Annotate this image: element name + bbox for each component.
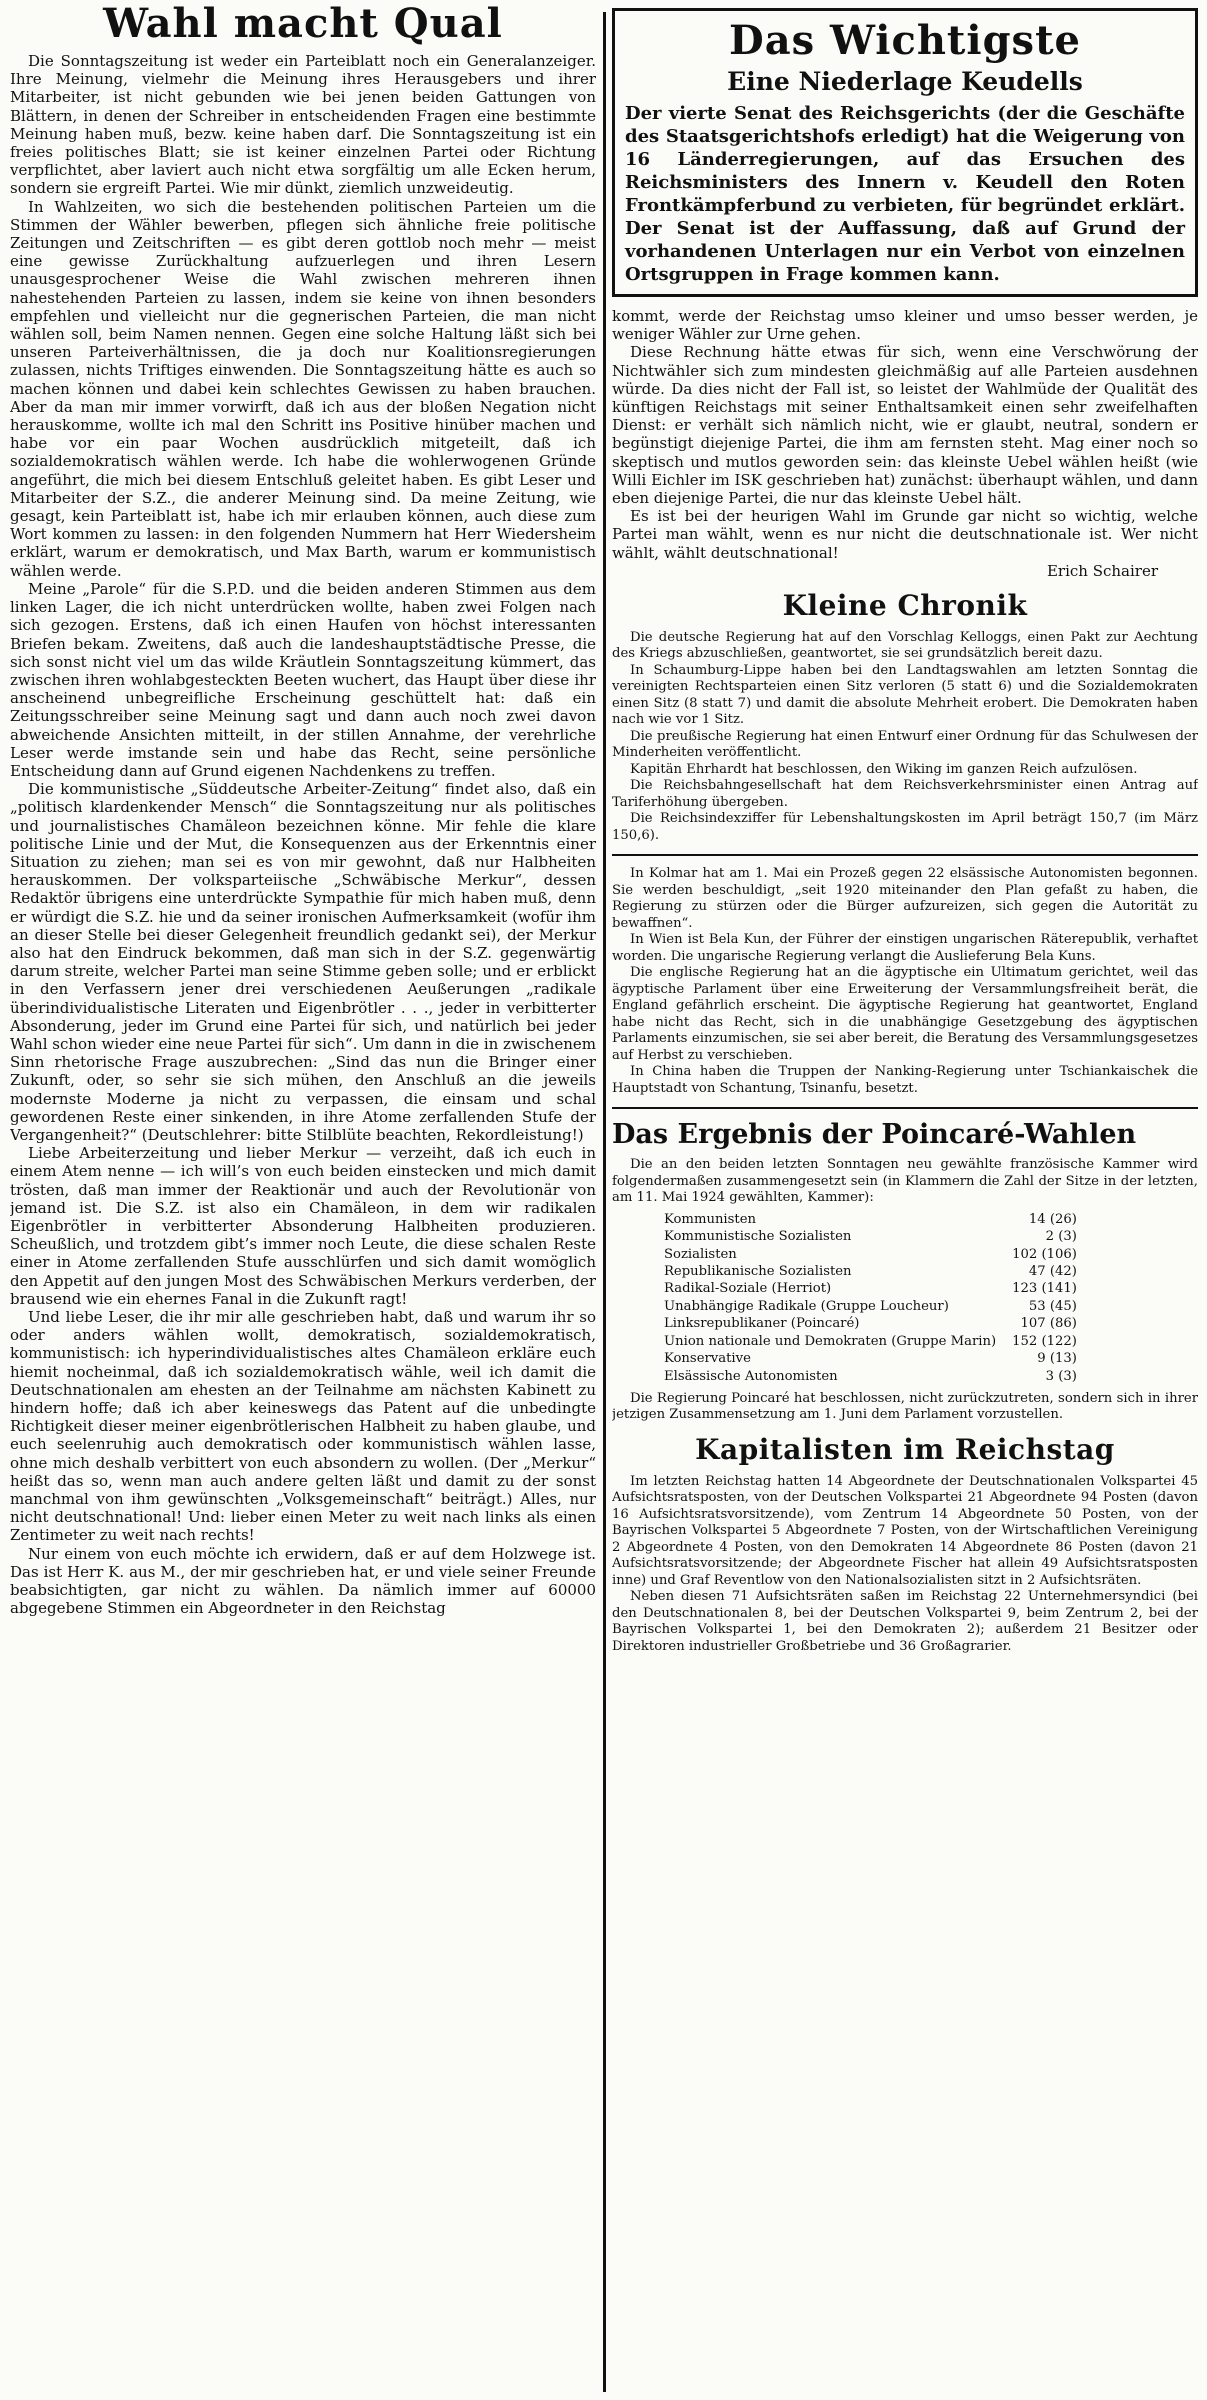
continuation-paragraph: kommt, werde der Reichstag umso kleiner und umso besser werden, je weniger Wähler zur Urne gehen. — [612, 307, 1198, 344]
party-seats: 47 (42) — [1028, 1264, 1077, 1280]
party-name: Radikal-Soziale (Herriot) — [664, 1281, 832, 1297]
author-signature: Erich Schairer — [1046, 561, 1158, 580]
article-paragraph: Die kommunistische „Süddeutsche Arbeiter-Zeitung“ findet also, daß ein „politisch klardenkender Mensch“ die Sonntagszeitung nur als politisches und journalistisches Chamäleon bezeichnen könne. Mir fehle die klare politische Linie und der Mut, die Konsequenzen aus der Erkenntnis einer Situation zu ziehen; man sei es von mir gewohnt, daß nur Halbheiten herauskommen. Der volksparteiische „Schwäbische Merkur“, dessen Redaktör übrigens eine unterdrückte Sympathie für mich haben muß, denn er würdigt die S.Z. hie und da seiner ironischen Aufmerksamkeit (wofür ihm an dieser Stelle bei dieser Gelegenheit freundlich gedankt sei), der Merkur also hat den Eindruck bekommen, daß man sich in der S.Z. gegenwärtig darum streite, welcher Partei man seine Stimme geben solle; und er erblickt in den Verfassern jener drei verschiedenen Aeußerungen „radikale überindividualistische Literaten und Eigenbrötler . . ., jeder in verbitterter Absonderung, jeder im Grund eine Partei für sich, und natürlich bei jeder Wahl schon wieder eine neue Partei für sich“. Um dann in die in zwischenem Sinn rhetorische Frage auszubrechen: „Sind das nun die Bringer einer Zukunft, oder, so sehr sie sich mühen, den Anschluß an die jeweils modernste Moderne ja nicht zu verpassen, die einsam und schal gewordenen Reste einer sinkenden, in ihre Atome zerfallenden Stufe der Vergangenheit?“ (Deutschlehrer: bitte Stilblüte beachten, Rekordleistung!) — [10, 780, 596, 1144]
party-name: Sozialisten — [664, 1246, 737, 1262]
article-paragraph: Meine „Parole“ für die S.P.D. und die beiden anderen Stimmen aus dem linken Lager, die ich nicht unterdrücken wollte, haben zwei Folgen nach sich gezogen. Erstens, daß ich einen Haufen von höchst interessanten Briefen bekam. Zweitens, daß auch die landeshauptstädtische Presse, die sich sonst nicht viel um das wilde Kräutlein Sonntagszeitung kümmert, das zwischen ihren wohlabgesteckten Beeten wuchert, das Haupt über diese ihr anscheinend unbegreifliche Erscheinung geschüttelt hat: daß ein Zeitungsschreiber seine Meinung sagt und dann auch noch zwei davon abweichende Ansichten mitteilt, in der stillen Annahme, der verehrliche Leser werde imstande sein und habe das Recht, seine persönliche Entscheidung dann auf Grund eigenen Nachdenkens zu treffen. — [10, 579, 596, 780]
kapitalisten-title: Kapitalisten im Reichstag — [695, 1432, 1115, 1466]
poincare-outro: Die Regierung Poincaré hat beschlossen, nicht zurückzutreten, sondern sich in ihrer jetzigen Zusammensetzung am 1. Juni dem Parlament vorzustellen. — [612, 1390, 1198, 1423]
poincare-title: Das Ergebnis der Poincaré-Wahlen — [612, 1119, 1137, 1151]
section-rule — [612, 1107, 1198, 1109]
chronik-item: Die deutsche Regierung hat auf den Vorschlag Kelloggs, einen Pakt zur Aechtung des Kriegs abzuschließen, geantwortet, sie sei grundsätzlich bereit dazu. — [612, 629, 1198, 662]
kapitalisten-paragraph: Neben diesen 71 Aufsichtsräten saßen im Reichstag 22 Unternehmersyndici (bei den Deutschnationalen 8, bei der Deutschen Volkspartei 9, beim Zentrum 2, bei der Bayrischen Volkspartei 1, bei den Demokraten 2); außerdem 21 Besitzer oder Direktoren industrieller Großbetriebe und 36 Großagrarier. — [612, 1589, 1198, 1654]
article-paragraph: Nur einem von euch möchte ich erwidern, daß er auf dem Holzwege ist. Das ist Herr K. aus M., der mir geschrieben hat, er und viele seiner Freunde beabsichtigten, gar nicht zu wählen. Da nämlich immer auf 60000 abgegebene Stimmen ein Abgeordneter in den Reichstag — [10, 1544, 596, 1618]
party-seats: 9 (13) — [1037, 1351, 1077, 1367]
party-name: Kommunistische Sozialisten — [664, 1229, 852, 1245]
table-row — [656, 1350, 1085, 1367]
table-row — [656, 1280, 1085, 1297]
chronik-item: In Kolmar hat am 1. Mai ein Prozeß gegen 22 elsässische Autonomisten begonnen. Sie werden beschuldigt, „seit 1920 miteinander den Plan gefaßt zu haben, die Regierung zu stürzen oder die Bürger aufzureizen, sich gegen die Autorität zu bewaffnen“. — [612, 866, 1198, 931]
left-column — [10, 0, 596, 2400]
party-seats: 3 (3) — [1045, 1368, 1077, 1384]
chronik-list-2 — [612, 866, 1198, 1097]
article-paragraph: In Wahlzeiten, wo sich die bestehenden politischen Parteien um die Stimmen der Wähler bewerben, pflegen sich ähnliche freie politische Zeitungen und Zeitschriften — es gibt deren gottlob noch mehr — meist eine gewisse Zurückhaltung aufzuerlegen und ihren Lesern unausgesprochener Weise die Wahl zwischen mehreren ihnen nahestehenden Parteien zu lassen, indem sie keine von ihnen besonders empfehlen und vielleicht nur die gegnerischen Parteien, die man nicht wählen soll, beim Namen nennen. Gegen eine solche Haltung läßt sich bei unseren Parteiverhältnissen, die ja doch nur Koalitionsregierungen zulassen, nichts Triftiges einwenden. Die Sonntagszeitung hätte es auch so machen können und dabei kein schlechtes Gewissen zu haben brauchen. Aber da man mir immer vorwirft, daß ich aus der bloßen Negation nicht herauskomme, wollte ich mal den Schritt ins Positive hinüber machen und habe vor ein paar Wochen ausdrücklich mitgeteilt, daß ich sozialdemokratisch wählen werde. Ich habe die wohlerwogenen Gründe angeführt, die mich bei diesem Entschluß geleitet haben. Es gibt Leser und Mitarbeiter der S.Z., die anderer Meinung sind. Da meine Zeitung, wie gesagt, kein Parteiblatt ist, habe ich mir erlauben können, auch diese zum Wort kommen zu lassen: in den folgenden Nummern hat Herr Wiedersheim erklärt, warum er demokratisch, und Max Barth, warum er kommunistisch wählen werde. — [10, 197, 596, 580]
party-name: Unabhängige Radikale (Gruppe Loucheur) — [664, 1298, 949, 1314]
chronik-item: In Wien ist Bela Kun, der Führer der einstigen ungarischen Räterepublik, verhaftet worden. Die ungarische Regierung verlangt die Auslieferung Bela Kuns. — [612, 932, 1198, 964]
right-column — [612, 0, 1198, 2400]
party-seats: 102 (106) — [1012, 1246, 1077, 1262]
party-seats: 2 (3) — [1045, 1229, 1077, 1245]
chronik-item: Die preußische Regierung hat einen Entwurf einer Ordnung für das Schulwesen der Minderheiten veröffentlicht. — [612, 728, 1198, 761]
box-text: Der vierte Senat des Reichsgerichts (der die Geschäfte des Staatsgerichtshofs erledigt) hat die Weigerung von 16 Länderregierungen, auf das Ersuchen des Reichsministers des Innern v. Keudell den Roten Frontkämpferbund zu verbieten, für begründet erklärt. Der Senat ist der Auffassung, daß auf Grund der vorhandenen Unterlagen nur ein Verbot von einzelnen Ortsgruppen in Frage kommen kann. — [625, 103, 1185, 285]
table-row — [656, 1211, 1085, 1228]
kapitalisten-paragraph: Im letzten Reichstag hatten 14 Abgeordnete der Deutschnationalen Volkspartei 45 Aufsichtsratsposten, von der Deutschen Volkspartei 21 Abgeordnete 94 Posten (davon 16 Aufsichtsratsvorsitzende), vom Zentrum 14 Abgeordnete 50 Posten, von der Bayrischen Volkspartei 5 Abgeordnete 7 Posten, von der Wirtschaftlichen Vereinigung 2 Abgeordnete 4 Posten, von den Demokraten 14 Abgeordnete 86 Posten (davon 21 Aufsichtsratsvorsitzende; der Abgeordnete Fischer hat allein 49 Aufsichtsratsposten inne) und Graf Reventlow von den Nationalsozialisten sitzt in 2 Aufsichtsräten. — [612, 1473, 1198, 1588]
chronik-item: In China haben die Truppen der Nanking-Regierung unter Tschiankaischek die Hauptstadt von Schantung, Tsinanfu, besetzt. — [612, 1064, 1198, 1096]
table-row — [656, 1333, 1085, 1350]
chronik-item: Die Reichsindexziffer für Lebenshaltungskosten im April beträgt 150,7 (im März 150,6). — [612, 811, 1198, 843]
table-row — [656, 1246, 1085, 1263]
poincare-intro: Die an den beiden letzten Sonntagen neu gewählte französische Kammer wird folgendermaßen zusammengesetzt sein (in Klammern die Zahl der Sitze in der letzten, am 11. Mai 1924 gewählten, Kammer): — [612, 1157, 1198, 1206]
continuation-paragraph: Es ist bei der heurigen Wahl im Grunde gar nicht so wichtig, welche Partei man wählt, wenn es nur nicht die deutschnationale ist. Wer nicht wählt, wählt deutschnational! — [612, 507, 1198, 562]
party-name: Republikanische Sozialisten — [664, 1264, 852, 1280]
continuation-paragraph: Diese Rechnung hätte etwas für sich, wenn eine Verschwörung der Nichtwähler sich zum mindesten gleichmäßig auf alle Parteien ausdehnen würde. Da dies nicht der Fall ist, so leistet der Wahlmüde der Qualität des künftigen Reichstags mit seiner Enthaltsamkeit einen sehr zweifelhaften Dienst: er verhält sich nämlich nicht, wie er glaubt, neutral, sondern er begünstigt diejenige Partei, die ihm am fernsten steht. Mag einer noch so skeptisch und mutlos geworden sein: das kleinste Uebel wählen heißt (wie Willi Eichler im ISK geschrieben hat) zunächst: überhaupt wählen, und dann eben diejenige Partei, die nur das kleinste Uebel hält. — [612, 343, 1198, 508]
chronik-title: Kleine Chronik — [782, 588, 1028, 622]
party-name: Kommunisten — [664, 1211, 757, 1227]
table-row — [656, 1315, 1085, 1332]
table-row — [656, 1228, 1085, 1245]
chronik-item: Kapitän Ehrhardt hat beschlossen, den Wiking im ganzen Reich aufzulösen. — [630, 761, 1138, 777]
party-seats: 123 (141) — [1012, 1281, 1077, 1297]
party-seats: 152 (122) — [1012, 1333, 1077, 1349]
table-row — [656, 1298, 1085, 1315]
chronik-list — [612, 630, 1198, 845]
table-row — [656, 1263, 1085, 1280]
party-name: Konservative — [664, 1351, 751, 1367]
chronik-item: Die englische Regierung hat an die ägyptische ein Ultimatum gerichtet, weil das ägyptische Parlament über eine Erweiterung der Versammlungsfreiheit berät, die England gefährlich erscheint. Die ägyptische Regierung hat geantwortet, England habe nicht das Recht, sich in die unabhängige Gesetzgebung des ägyptischen Parlaments einzumischen, sie sei aber bereit, die Beratung des Versammlungsgesetzes auf Herbst zu verschieben. — [612, 965, 1198, 1063]
section-rule — [612, 854, 1198, 856]
chronik-item: In Schaumburg-Lippe haben bei den Landtagswahlen am letzten Sonntag die vereinigten Rechtsparteien einen Sitz verloren (5 statt 6) und die Sozialdemokraten einen Sitz (8 statt 7) und damit die absolute Mehrheit erobert. Die Demokraten haben nach wie vor 1 Sitz. — [612, 662, 1198, 728]
article-title: Wahl macht Qual — [103, 0, 503, 47]
headline-box — [612, 8, 1198, 297]
box-title: Das Wichtigste — [729, 17, 1081, 64]
article-paragraph: Die Sonntagszeitung ist weder ein Parteiblatt noch ein Generalanzeiger. Ihre Meinung, vielmehr die Meinung ihres Herausgebers und ihrer Mitarbeiter, ist nicht gebunden wie bei jenen beiden Gattungen von Blättern, in denen der Schreiber in entscheidenden Fragen eine bestimmte Meinung haben muß, bezw. keine haben darf. Die Sonntagszeitung ist ein freies politisches Blatt; sie ist keiner einzelnen Partei oder Richtung verpflichtet, aber laviert auch nicht etwa sorgfältig um alle Ecken herum, sondern sie ergreift Partei. Wie mir dünkt, ziemlich unzweideutig. — [10, 52, 596, 198]
article-continuation — [612, 307, 1198, 580]
box-subtitle: Eine Niederlage Keudells — [727, 67, 1083, 96]
chronik-item: Die Reichsbahngesellschaft hat dem Reichsverkehrsminister einen Antrag auf Tariferhöhung übergeben. — [612, 778, 1198, 810]
party-name: Linksrepublikaner (Poincaré) — [664, 1316, 860, 1332]
party-name: Elsässische Autonomisten — [664, 1368, 838, 1384]
article-paragraph: Liebe Arbeiterzeitung und lieber Merkur — verzeiht, daß ich euch in einem Atem nenne — ich will’s von euch beiden einstecken und mich damit trösten, daß man immer der Reaktionär und auch der Revolutionär von jemand ist. Die S.Z. ist also ein Chamäleon, in dem wir radikalen Eigenbrötler in verbitterter Absonderung Halbheiten produzieren. Scheußlich, und trotzdem gibt’s immer noch Leute, die diese schalen Reste einer in Atome zerfallenden Stufe ausschlürfen und sich damit womöglich den Appetit auf den jungen Most des Schwäbischen Merkurs verderben, der brausend wie ein ehernes Fanal in die Zukunft ragt! — [10, 1144, 596, 1308]
article-paragraph: Und liebe Leser, die ihr mir alle geschrieben habt, daß und warum ihr so oder anders wählen wollt, demokratisch, sozialdemokratisch, kommunistisch: ich hyperindividualistisches altes Chamäleon erkläre euch hiemit nocheinmal, daß ich sozialdemokratisch wähle, weil ich damit die Deutschnationalen am ehesten an der Teilnahme am nächsten Kabinett zu hindern hoffe; daß ich aber keineswegs das Patent auf die unbedingte Richtigkeit dieser meiner eigenbrötlerischen Halbheit zu haben glaube, und euch seelenruhig auch demokratisch oder kommunistisch wählen lasse, ohne mich deshalb verbittert von euch absondern zu wollen. (Der „Merkur“ heißt das so, wenn man auch andere gelten läßt und damit zu der sonst manchmal von ihm gewünschten „Volksgemeinschaft“ beiträgt.) Alles, nur nicht deutschnational! Und: lieber einen Meter zu weit nach links als einen Zentimeter zu weit nach rechts! — [10, 1308, 596, 1545]
table-row — [656, 1368, 1085, 1385]
party-seats: 107 (86) — [1020, 1316, 1077, 1332]
election-results-table — [656, 1211, 1085, 1385]
party-seats: 53 (45) — [1028, 1298, 1077, 1314]
column-divider — [603, 12, 606, 2392]
party-name: Union nationale und Demokraten (Gruppe Marin) — [664, 1333, 997, 1349]
party-seats: 14 (26) — [1028, 1211, 1077, 1227]
